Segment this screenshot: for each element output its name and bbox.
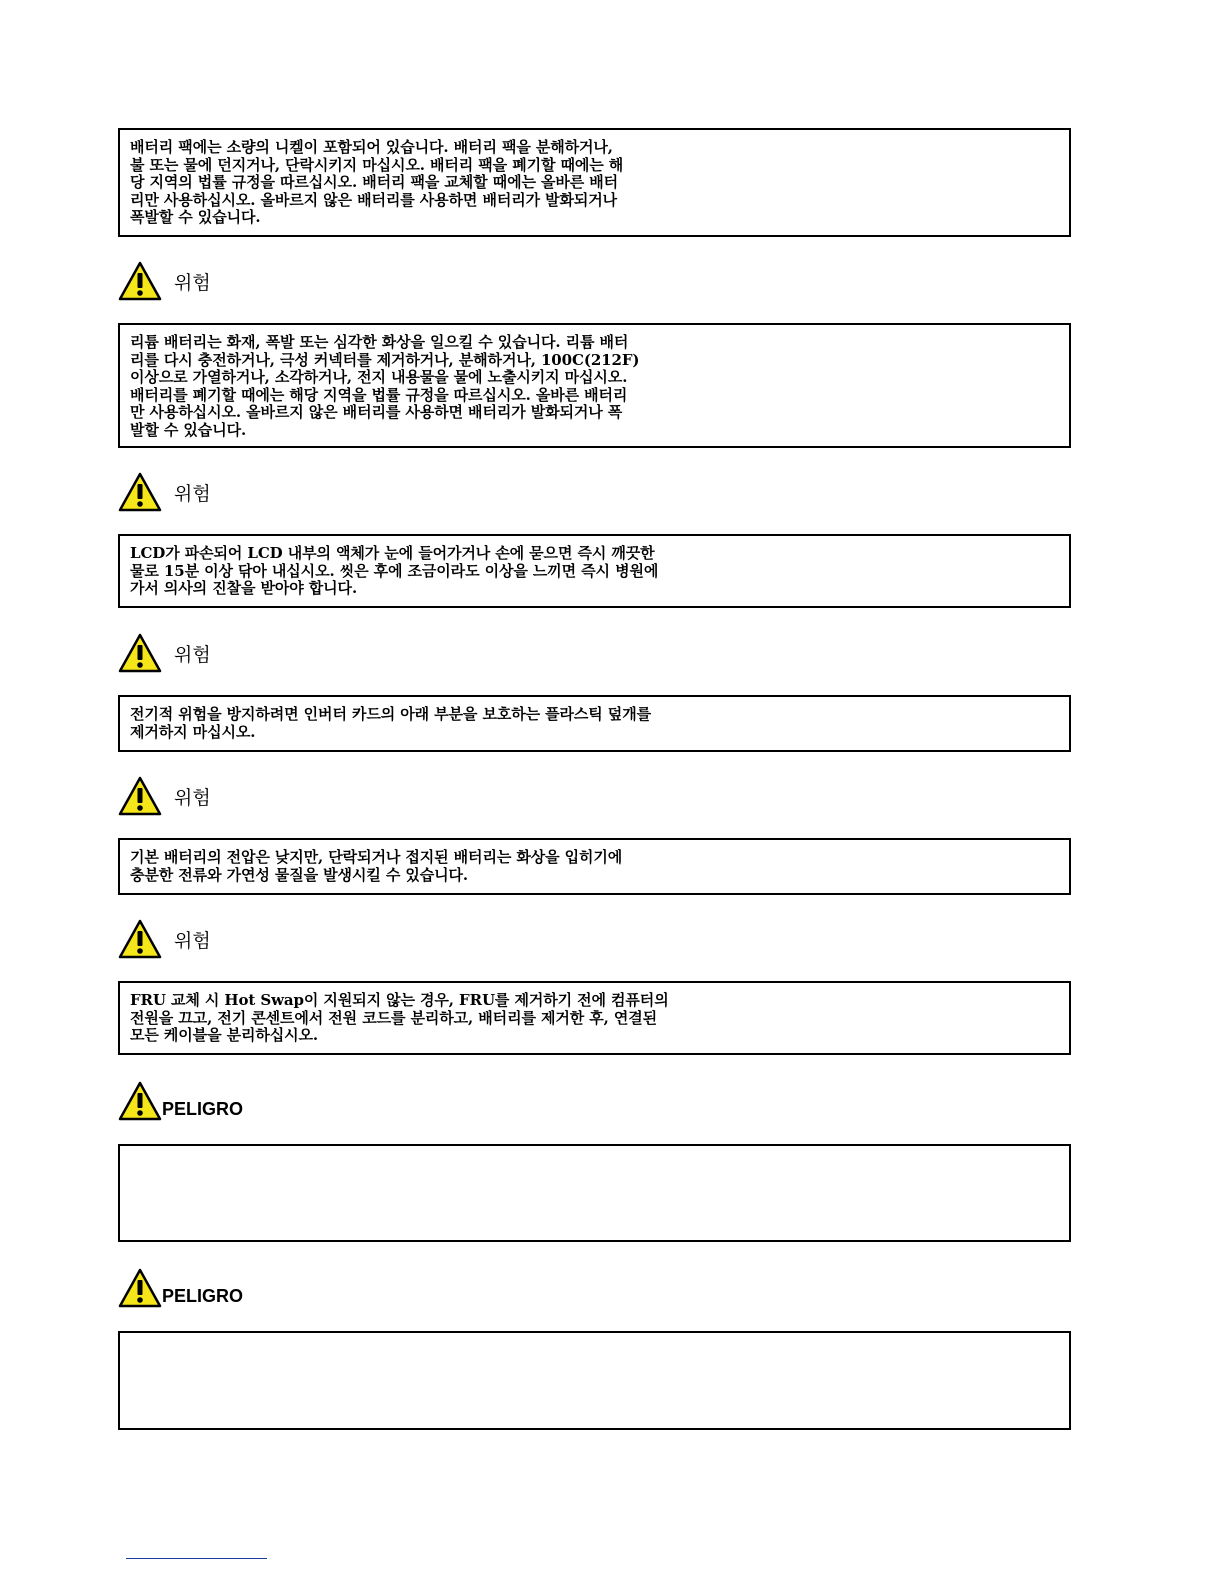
warning-triangle-icon <box>118 633 162 673</box>
peligro-heading-label: PELIGRO <box>162 1286 244 1306</box>
peligro-heading <box>118 1267 243 1309</box>
notice-line: 리만 사용하십시오. 올바르지 않은 배터리를 사용하면 배터리가 발화되거나 <box>130 190 618 209</box>
notice-box-empty <box>118 1331 1071 1430</box>
danger-heading-label: 위험 <box>174 643 211 666</box>
danger-heading-label: 위험 <box>174 786 211 809</box>
peligro-heading <box>118 1080 243 1122</box>
notice-line: 이상으로 가열하거나, 소각하거나, 전지 내용물을 물에 노출시키지 마십시오. <box>130 368 628 386</box>
notice-box-fru <box>118 981 1071 1055</box>
notice-line: 모든 케이블을 분리하십시오. <box>130 1026 319 1044</box>
notice-line: 만 사용하십시오. 올바르지 않은 배터리를 사용하면 배터리가 발화되거나 폭 <box>130 403 623 421</box>
warning-triangle-icon <box>118 919 162 959</box>
notice-line: 제거하지 마십시오. <box>130 722 256 741</box>
peligro-heading-label: PELIGRO <box>162 1099 244 1119</box>
notice-line: 배터리를 폐기할 때에는 해당 지역을 법률 규정을 따르십시오. 올바른 배터리 <box>130 385 628 404</box>
danger-heading <box>118 918 211 960</box>
notice-line: 리튬 배터리는 화재, 폭발 또는 심각한 화상을 일으킬 수 있습니다. 리튬 배터 <box>130 333 629 351</box>
notice-line: 폭발할 수 있습니다. <box>130 208 261 226</box>
notice-line: 불 또는 물에 던지거나, 단락시키지 마십시오. 배터리 팩을 폐기할 때에는 해 <box>130 155 624 174</box>
danger-heading <box>118 632 211 674</box>
notice-line: FRU 교체 시 Hot Swap이 지원되지 않는 경우, FRU를 제거하기 전에 컴퓨터의 <box>130 991 669 1009</box>
notice-line: 당 지역의 법률 규정을 따르십시오. 배터리 팩을 교체할 때에는 올바른 배터 <box>130 173 619 191</box>
notice-box-inverter <box>118 695 1071 752</box>
notice-box-lithium-battery <box>118 323 1071 448</box>
danger-heading <box>118 471 211 513</box>
footer-divider <box>126 1558 267 1559</box>
notice-line: 발할 수 있습니다. <box>130 420 247 439</box>
notice-box-backup-battery <box>118 838 1071 895</box>
notice-line: 가서 의사의 진찰을 받아야 합니다. <box>130 579 358 597</box>
warning-triangle-icon <box>118 472 162 512</box>
notice-line: 전원을 끄고, 전기 콘센트에서 전원 코드를 분리하고, 배터리를 제거한 후, 연결된 <box>130 1008 658 1027</box>
danger-heading-label: 위험 <box>174 482 211 505</box>
notice-line: 기본 배터리의 전압은 낮지만, 단락되거나 접지된 배터리는 화상을 입히기에 <box>130 848 623 866</box>
warning-triangle-icon <box>118 1081 162 1121</box>
notice-line: 전기적 위험을 방지하려면 인버터 카드의 아래 부분을 보호하는 플라스틱 덮개를 <box>130 705 651 723</box>
warning-triangle-icon <box>118 776 162 816</box>
warning-triangle-icon <box>118 1268 162 1308</box>
danger-heading <box>118 260 211 302</box>
notice-box-empty <box>118 1144 1071 1242</box>
notice-line: 리를 다시 충전하거나, 극성 커넥터를 제거하거나, 분해하거나, 100C(212F) <box>130 350 640 369</box>
notice-line: 충분한 전류와 가연성 물질을 발생시킬 수 있습니다. <box>130 865 469 884</box>
danger-heading-label: 위험 <box>174 271 211 294</box>
notice-line: LCD가 파손되어 LCD 내부의 액체가 눈에 들어가거나 손에 묻으면 즉시 깨끗한 <box>130 544 655 562</box>
notice-line: 배터리 팩에는 소량의 니켈이 포함되어 있습니다. 배터리 팩을 분해하거나, <box>130 138 613 156</box>
danger-heading <box>118 775 211 817</box>
notice-box-nickel-battery <box>118 128 1071 237</box>
danger-heading-label: 위험 <box>174 929 211 952</box>
notice-line: 물로 15분 이상 닦아 내십시오. 씻은 후에 조금이라도 이상을 느끼면 즉시 병원에 <box>130 561 659 580</box>
warning-triangle-icon <box>118 261 162 301</box>
notice-box-lcd <box>118 534 1071 608</box>
